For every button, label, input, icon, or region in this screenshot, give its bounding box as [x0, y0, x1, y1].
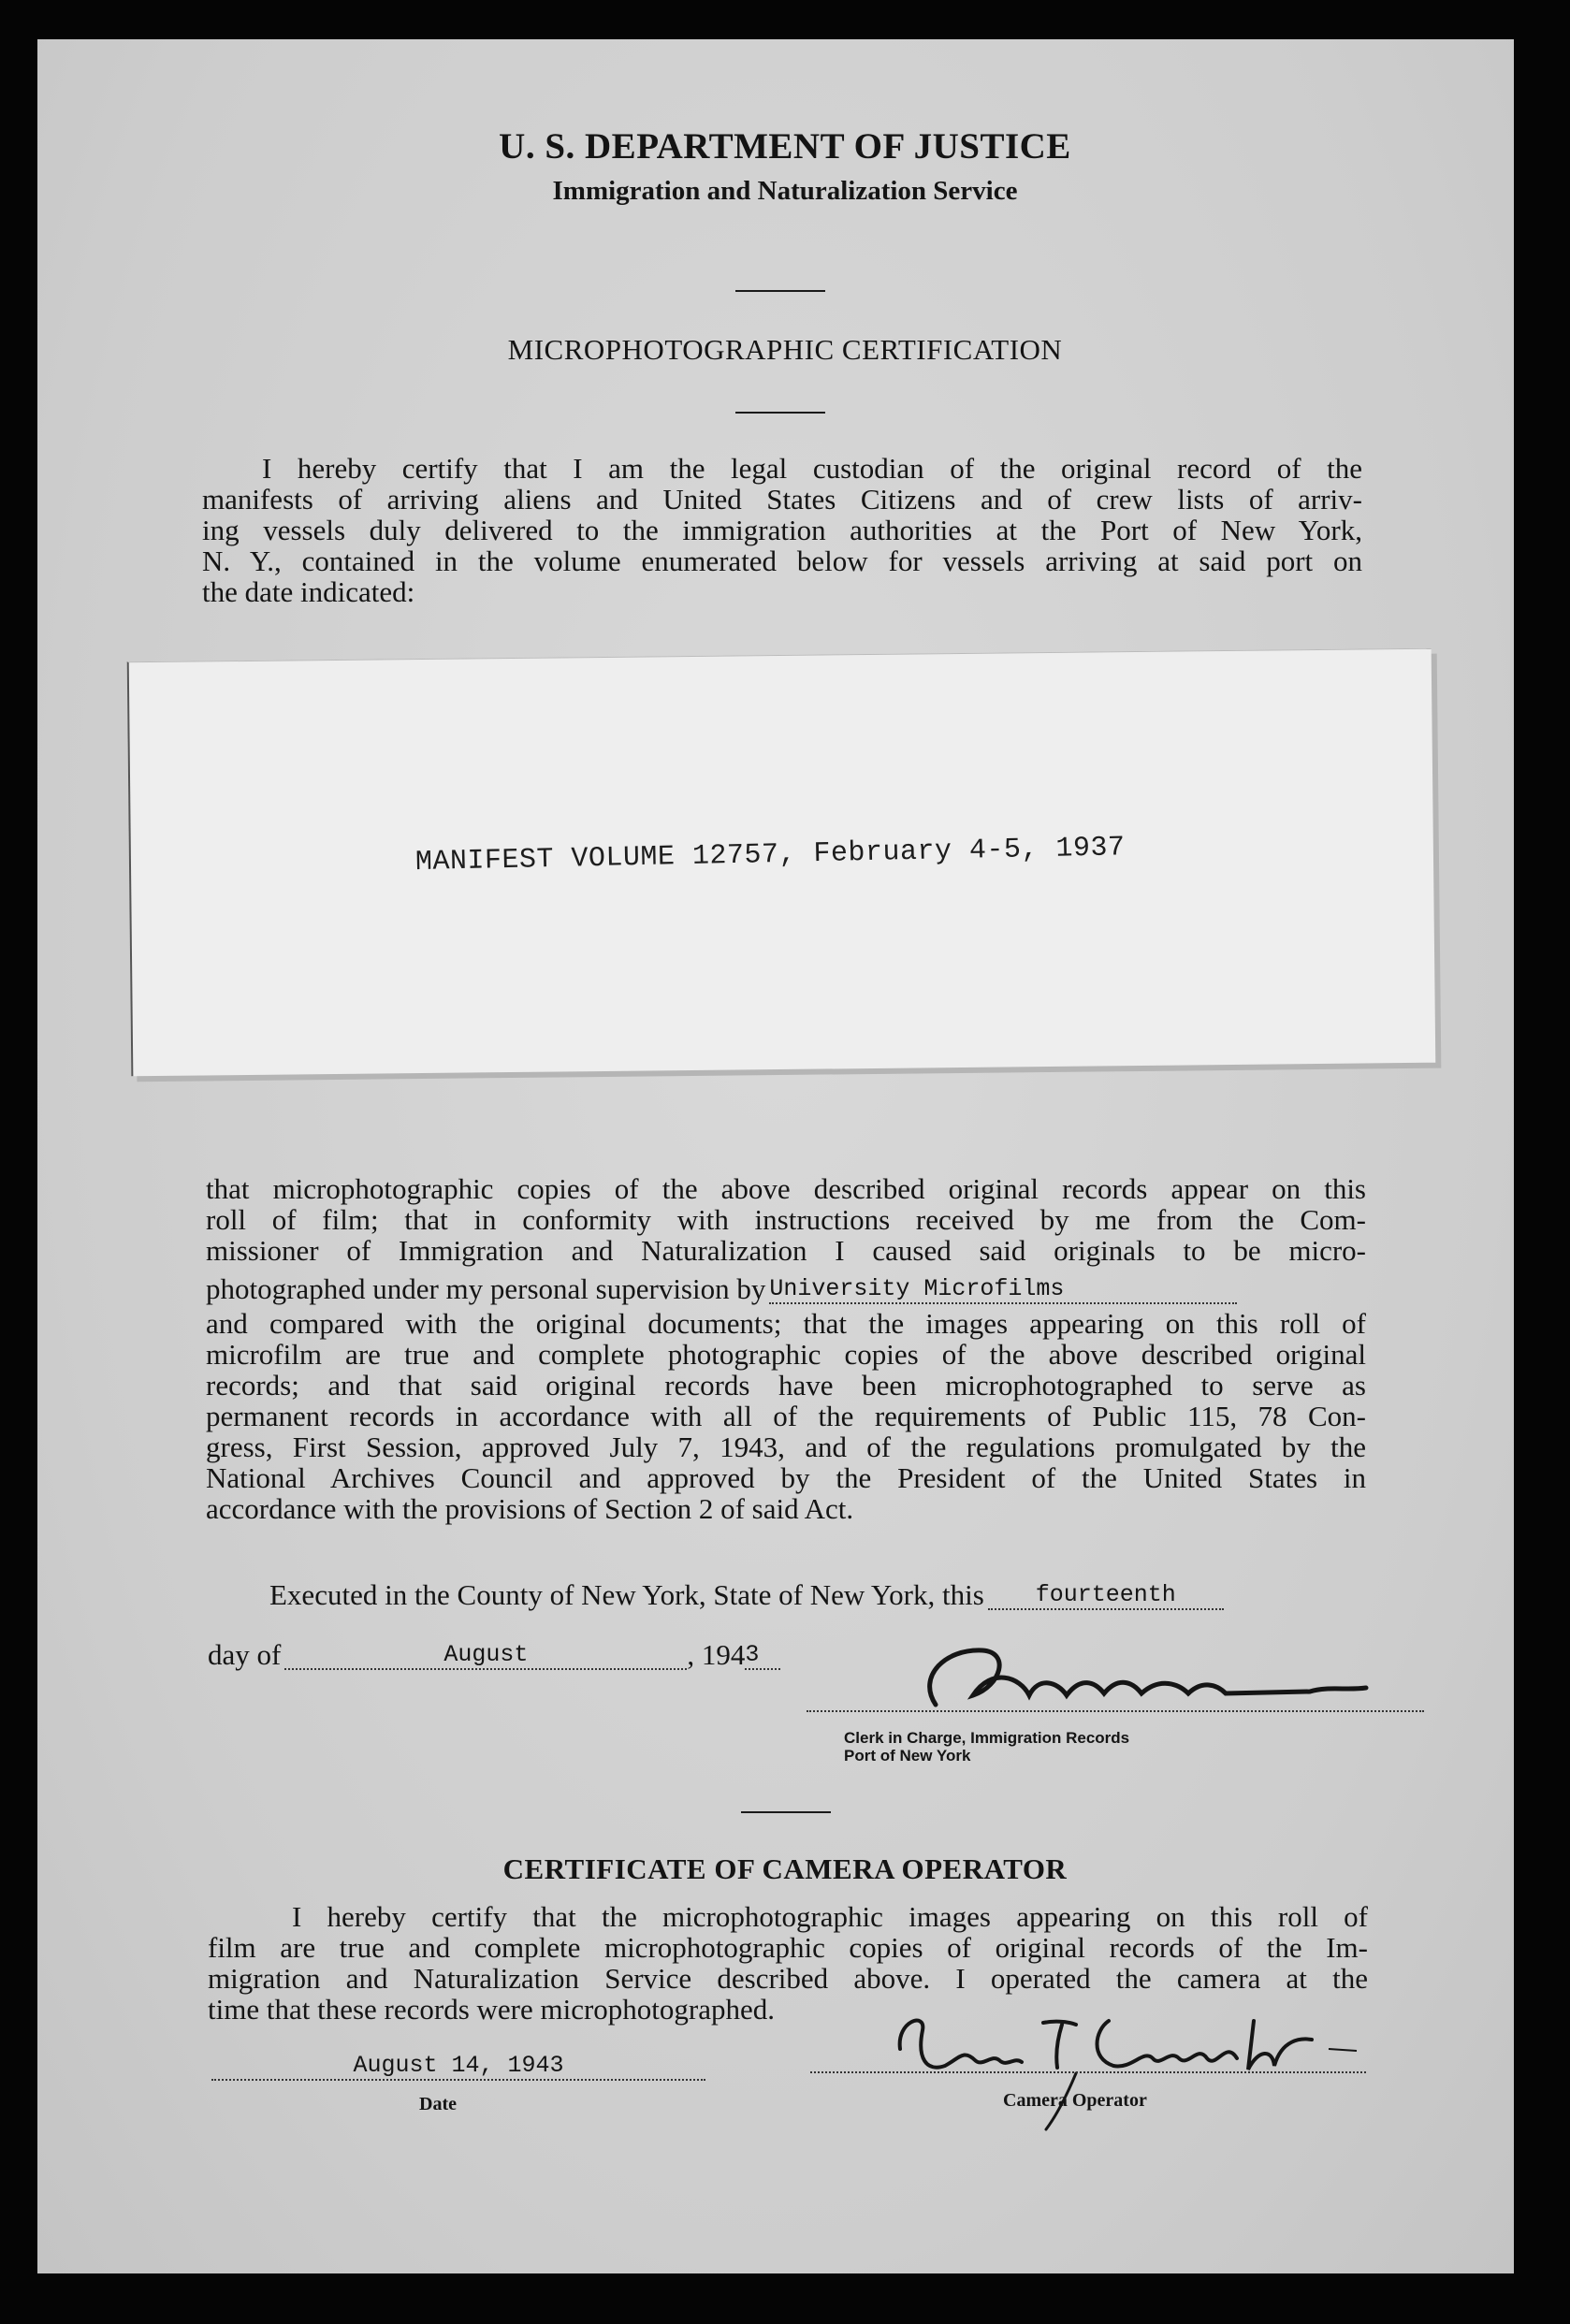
- date-label: Date: [419, 2094, 457, 2114]
- department-heading: U. S. DEPARTMENT OF JUSTICE: [499, 126, 1071, 167]
- executed-date-line: [208, 1639, 780, 1674]
- camera-line: film are true and complete microphotographic copies of original records of the Im-: [208, 1931, 1368, 1964]
- intro-line: manifests of arriving aliens and United States Citizens and of crew lists of arriv-: [202, 483, 1362, 516]
- camera-line: time that these records were microphotographed.: [208, 1993, 775, 2026]
- clerk-title-line2: Port of New York: [844, 1747, 971, 1765]
- intro-line: I hereby certify that I am the legal custodian of the original record of the: [262, 452, 1362, 485]
- supervision-line: [206, 1273, 1366, 1308]
- divider-rule: [735, 412, 825, 414]
- executed-day-value: fourteenth: [988, 1582, 1224, 1610]
- intro-paragraph: [202, 453, 1362, 607]
- executed-line: [269, 1579, 1366, 1614]
- body-line: missioner of Immigration and Naturalization I caused said originals to be micro-: [206, 1234, 1366, 1267]
- camera-date-value: August 14, 1943: [211, 2053, 705, 2081]
- clerk-title: [844, 1729, 1129, 1765]
- camera-operator-label: Camera Operator: [1003, 2090, 1147, 2111]
- body-line: roll of film; that in conformity with instructions received by me from the Com-: [206, 1203, 1366, 1236]
- intro-line: the date indicated:: [202, 575, 415, 608]
- body-line: and compared with the original documents; that the images appearing on this roll of: [206, 1307, 1366, 1340]
- clerk-signature-line: [807, 1710, 1424, 1712]
- intro-line: ing vessels duly delivered to the immigration authorities at the Port of New York,: [202, 514, 1362, 546]
- clerk-title-line1: Clerk in Charge, Immigration Records: [844, 1729, 1130, 1747]
- supervision-prefix: photographed under my personal supervision by: [206, 1272, 766, 1305]
- body-line: National Archives Council and approved by the President of the United States in: [206, 1461, 1366, 1494]
- executed-month-value: August: [284, 1642, 687, 1670]
- body-line: that microphotographic copies of the above described original records appear on this: [206, 1172, 1366, 1205]
- executed-prefix: Executed in the County of New York, State of New York, this: [269, 1578, 984, 1611]
- divider-rule: [741, 1811, 831, 1813]
- camera-certificate-title: CERTIFICATE OF CAMERA OPERATOR: [502, 1852, 1068, 1885]
- body-line: microfilm are true and complete photographic copies of the above described original: [206, 1338, 1366, 1371]
- body-line: permanent records in accordance with all of the requirements of Public 115, 78 Con-: [206, 1400, 1366, 1432]
- body-line: accordance with the provisions of Section 2 of said Act.: [206, 1492, 854, 1525]
- body-line: records; and that said original records have been microphotographed to serve as: [206, 1369, 1366, 1402]
- body-paragraph: [206, 1173, 1366, 1524]
- camera-line: I hereby certify that the microphotographic images appearing on this roll of: [292, 1900, 1368, 1933]
- manifest-volume-text: MANIFEST VOLUME 12757, February 4-5, 1937: [414, 832, 1126, 879]
- date-block: [211, 2052, 705, 2084]
- certification-title: MICROPHOTOGRAPHIC CERTIFICATION: [507, 333, 1063, 366]
- camera-operator-signature: [889, 1983, 1413, 2133]
- day-of-label: day of: [208, 1638, 282, 1671]
- manifest-slip: [127, 648, 1436, 1077]
- camera-line: migration and Naturalization Service described above. I operated the camera at the: [208, 1962, 1368, 1995]
- body-line: gress, First Session, approved July 7, 1943, and of the regulations promulgated by the: [206, 1431, 1366, 1463]
- supervision-value: University Microfilms: [769, 1276, 1237, 1304]
- camera-operator-signature-line: [810, 2071, 1366, 2073]
- intro-line: N. Y., contained in the volume enumerated below for vessels arriving at said port on: [202, 545, 1362, 577]
- divider-rule: [735, 290, 825, 292]
- service-subheading: Immigration and Naturalization Service: [552, 176, 1018, 206]
- year-prefix: , 194: [687, 1638, 746, 1671]
- executed-year-value: 3: [745, 1642, 780, 1670]
